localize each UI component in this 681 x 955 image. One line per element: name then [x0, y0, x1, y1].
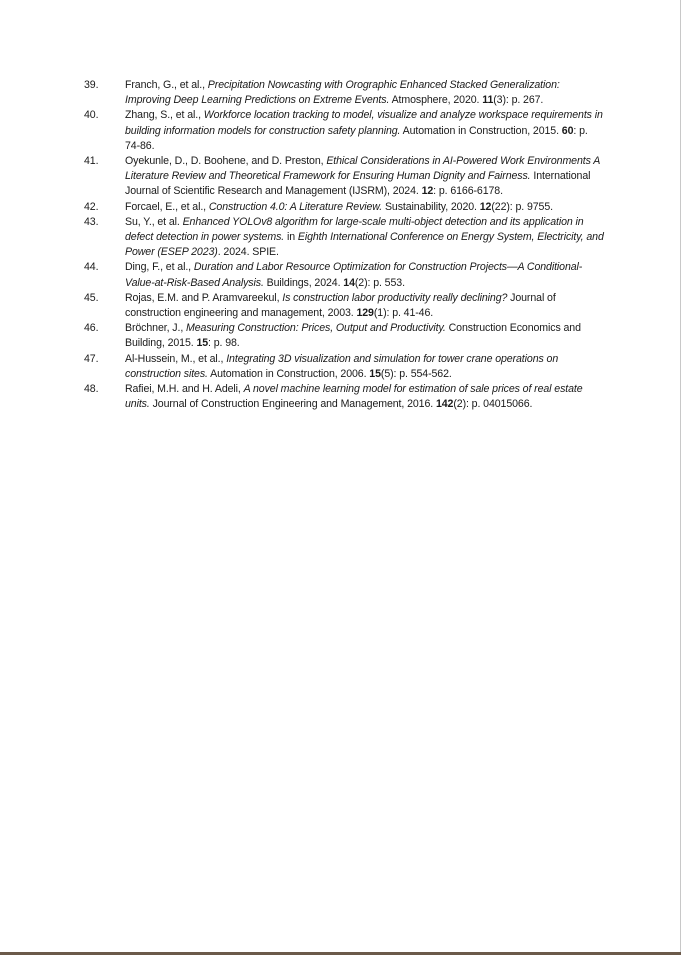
- reference-title: Precipitation Nowcasting with Orographic Enhanced Stacked Generalization: Improving Deep Learning Predictions on Extreme Events.: [125, 79, 560, 107]
- reference-title: Is construction labor productivity really declining?: [282, 291, 508, 304]
- reference-pages: (5): p. 554-562.: [380, 367, 452, 380]
- reference-number: 43.: [84, 215, 99, 228]
- reference-volume: 12: [479, 200, 492, 213]
- reference-pages: : p. 98.: [208, 337, 240, 350]
- reference-authors: Forcael, E., et al.,: [125, 200, 207, 213]
- reference-authors: Rafiei, M.H. and H. Adeli,: [125, 383, 241, 396]
- reference-number: 48.: [84, 383, 99, 396]
- reference-pages: (2): p. 553.: [354, 276, 405, 289]
- reference-venue: Atmosphere, 2020.: [391, 94, 480, 107]
- reference-venue: Journal of construction engineering and management, 2003.: [125, 291, 556, 320]
- reference-authors: Franch, G., et al.,: [125, 79, 205, 91]
- reference-venue-prefix: in: [286, 231, 296, 244]
- reference-authors: Ding, F., et al.,: [125, 261, 192, 274]
- reference-item: [84, 215, 604, 261]
- reference-pages: . 2024. SPIE.: [217, 246, 279, 259]
- reference-authors: Oyekunle, D., D. Boohene, and D. Preston,: [125, 155, 324, 168]
- reference-item: [84, 108, 604, 154]
- reference-authors: Zhang, S., et al.,: [125, 109, 201, 122]
- reference-pages: (22): p. 9755.: [491, 200, 553, 213]
- reference-pages: (2): p. 04015066.: [453, 398, 533, 411]
- reference-item: [84, 200, 604, 215]
- reference-venue: Buildings, 2024.: [266, 276, 341, 289]
- reference-volume: 129: [356, 307, 374, 320]
- reference-item: [84, 352, 604, 382]
- reference-list: [84, 78, 604, 412]
- reference-title: Enhanced YOLOv8 algorithm for large-scale multi-object detection and its application in defect detection in power systems.: [125, 215, 584, 244]
- reference-item: [84, 382, 604, 412]
- reference-authors: Al-Hussein, M., et al.,: [125, 352, 224, 365]
- reference-title: Measuring Construction: Prices, Output and Productivity.: [186, 322, 446, 335]
- reference-venue: Automation in Construction, 2006.: [210, 367, 367, 380]
- reference-venue: Journal of Construction Engineering and Management, 2016.: [152, 398, 434, 411]
- reference-volume: 15: [369, 367, 381, 380]
- reference-volume: 15: [196, 337, 209, 350]
- reference-volume: 12: [421, 185, 434, 198]
- reference-number: 44.: [84, 261, 99, 274]
- reference-number: 42.: [84, 200, 99, 213]
- reference-item: [84, 154, 604, 200]
- reference-number: 40.: [84, 109, 99, 122]
- reference-number: 47.: [84, 352, 99, 365]
- reference-pages: (1): p. 41-46.: [373, 307, 434, 320]
- reference-pages: : p. 6166-6178.: [433, 185, 503, 198]
- reference-authors: Su, Y., et al.: [125, 215, 180, 228]
- reference-title: Duration and Labor Resource Optimization for Construction Projects—A Conditional-Value-at-Risk-Based Analysis.: [125, 261, 583, 289]
- reference-venue: Automation in Construction, 2015.: [402, 124, 559, 137]
- reference-venue: Construction Economics and Building, 2015.: [125, 322, 581, 350]
- reference-authors: Rojas, E.M. and P. Aramvareekul,: [125, 291, 280, 304]
- reference-item: [84, 291, 604, 321]
- reference-volume: 60: [561, 124, 574, 137]
- reference-number: 45.: [84, 291, 99, 304]
- reference-pages: : p. 74-86.: [125, 124, 588, 152]
- reference-number: 46.: [84, 322, 99, 335]
- reference-volume: 11: [482, 94, 494, 107]
- reference-title: A novel machine learning model for estimation of sale prices of real estate units.: [125, 383, 583, 411]
- reference-authors: Bröchner, J.,: [125, 322, 184, 335]
- reference-title: Workforce location tracking to model, visualize and analyze workspace requirements in building information models for construction safety planning.: [125, 109, 603, 137]
- reference-item: [84, 78, 604, 108]
- reference-venue: International Journal of Scientific Research and Management (IJSRM), 2024.: [125, 170, 591, 198]
- reference-volume: 14: [343, 276, 355, 289]
- reference-pages: (3): p. 267.: [493, 94, 544, 107]
- reference-title: Construction 4.0: A Literature Review.: [208, 200, 383, 213]
- reference-number: 41.: [84, 155, 99, 168]
- reference-venue: Eighth International Conference on Energy System, Electricity, and Power (ESEP 2023): [125, 231, 604, 259]
- reference-number: 39.: [84, 79, 99, 91]
- reference-volume: 142: [435, 398, 454, 411]
- reference-item: [84, 260, 604, 290]
- reference-item: [84, 321, 604, 351]
- reference-venue: Sustainability, 2020.: [384, 200, 477, 213]
- reference-title: Integrating 3D visualization and simulation for tower crane operations on construction sites.: [125, 352, 559, 380]
- reference-title: Ethical Considerations in AI-Powered Work Environments A Literature Review and Theoretical Framework for Ensuring Human Dignity and Fairness.: [125, 155, 600, 183]
